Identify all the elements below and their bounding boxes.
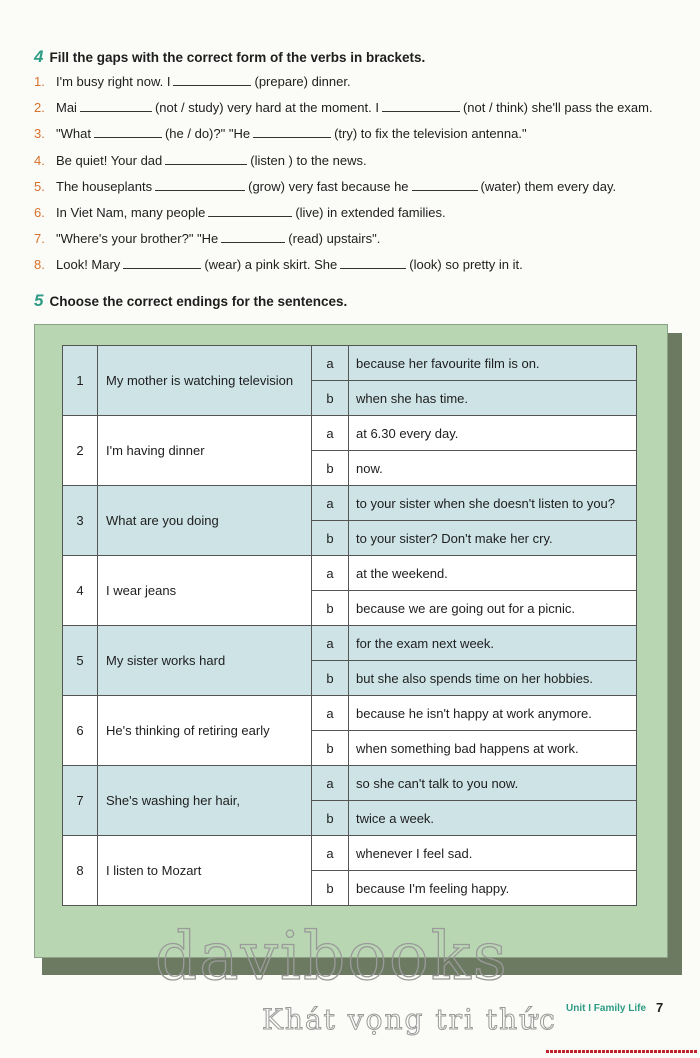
question-line	[34, 151, 674, 177]
answer-blank[interactable]	[253, 125, 331, 138]
decorative-dot	[662, 1050, 665, 1053]
watermark-slogan: Khát vọng tri thức	[262, 1003, 557, 1036]
question-text: (not / think) she'll pass the exam.	[462, 100, 653, 116]
option-letter: a	[312, 626, 349, 661]
question-text: (prepare) dinner.	[254, 74, 351, 89]
matching-row	[63, 836, 637, 871]
sentence-number: 3	[63, 486, 98, 556]
question-text: (not / study) very hard at the moment. I	[154, 100, 379, 116]
ending-option[interactable]: twice a week.	[349, 801, 637, 836]
sentence-number: 5	[63, 626, 98, 696]
answer-blank[interactable]	[382, 99, 460, 112]
question-number: 2.	[34, 100, 45, 116]
decorative-dot	[570, 1050, 573, 1053]
option-letter: b	[312, 591, 349, 626]
ending-option[interactable]: because he isn't happy at work anymore.	[349, 696, 637, 731]
matching-row	[63, 626, 637, 661]
option-letter: b	[312, 381, 349, 416]
decorative-dot	[626, 1050, 629, 1053]
matching-row	[63, 416, 637, 451]
decorative-dot	[686, 1050, 689, 1053]
decorative-dot	[658, 1050, 661, 1053]
matching-row	[63, 346, 637, 381]
answer-blank[interactable]	[155, 178, 245, 191]
question-text: Mai	[56, 100, 77, 116]
decorative-dots	[546, 1040, 700, 1044]
decorative-dot	[590, 1050, 593, 1053]
exercise-5-number: 5	[34, 291, 44, 310]
question-text: (grow) very fast because he	[248, 178, 409, 194]
question-text: (try) to fix the television antenna."	[334, 126, 527, 142]
decorative-dot	[554, 1050, 557, 1053]
exercise-5-heading	[34, 291, 347, 311]
ending-option[interactable]: because I'm feeling happy.	[349, 871, 637, 906]
decorative-dot	[550, 1050, 553, 1053]
question-line	[34, 203, 674, 229]
decorative-dot	[622, 1050, 625, 1053]
ending-option[interactable]: now.	[349, 451, 637, 486]
sentence-number: 6	[63, 696, 98, 766]
sentence-start: I wear jeans	[98, 556, 312, 626]
question-text: (look) so pretty in it.	[409, 257, 523, 273]
exercise-4-instruction: Fill the gaps with the correct form of the verbs in brackets.	[49, 50, 426, 65]
decorative-dot	[562, 1050, 565, 1053]
answer-blank[interactable]	[80, 99, 152, 112]
option-letter: b	[312, 661, 349, 696]
sentence-start: He's thinking of retiring early	[98, 696, 312, 766]
answer-blank[interactable]	[340, 256, 406, 269]
question-text: (he / do)?" "He	[164, 126, 251, 142]
question-text: Be quiet! Your dad	[56, 152, 163, 168]
question-text: (live) in extended families.	[295, 204, 446, 220]
decorative-dot	[594, 1050, 597, 1053]
ending-option[interactable]: but she also spends time on her hobbies.	[349, 661, 637, 696]
sentence-number: 1	[63, 346, 98, 416]
decorative-dot	[682, 1050, 685, 1053]
decorative-dot	[646, 1050, 649, 1053]
matching-row	[63, 486, 637, 521]
ending-option[interactable]: at the weekend.	[349, 556, 637, 591]
answer-blank[interactable]	[173, 73, 251, 86]
ending-option[interactable]: for the exam next week.	[349, 626, 637, 661]
ending-option[interactable]: at 6.30 every day.	[349, 416, 637, 451]
question-number: 7.	[34, 231, 45, 247]
decorative-dot	[670, 1050, 673, 1053]
decorative-dot	[578, 1050, 581, 1053]
option-letter: b	[312, 521, 349, 556]
sentence-start: I'm having dinner	[98, 416, 312, 486]
exercise-5-instruction: Choose the correct endings for the sentences.	[49, 294, 348, 309]
question-text: (read) upstairs".	[288, 231, 381, 247]
answer-blank[interactable]	[412, 178, 478, 191]
decorative-dot	[690, 1050, 693, 1053]
question-line	[34, 98, 674, 124]
sentence-start: She's washing her hair,	[98, 766, 312, 836]
option-letter: a	[312, 696, 349, 731]
decorative-dot	[642, 1050, 645, 1053]
sentence-number: 2	[63, 416, 98, 486]
sentence-number: 4	[63, 556, 98, 626]
question-number: 8.	[34, 257, 45, 273]
decorative-dot	[546, 1050, 549, 1053]
decorative-dot	[586, 1050, 589, 1053]
ending-option[interactable]: so she can't talk to you now.	[349, 766, 637, 801]
matching-row	[63, 556, 637, 591]
option-letter: a	[312, 416, 349, 451]
watermark-brand: davibooks	[155, 918, 509, 995]
decorative-dot	[630, 1050, 633, 1053]
decorative-dot	[574, 1050, 577, 1053]
matching-row	[63, 766, 637, 801]
question-line	[34, 124, 674, 150]
question-text: Look! Mary	[56, 257, 121, 273]
option-letter: a	[312, 556, 349, 591]
decorative-dot	[618, 1050, 621, 1053]
question-text: "Where's your brother?" "He	[56, 231, 219, 247]
decorative-dot	[558, 1050, 561, 1053]
decorative-dot	[666, 1050, 669, 1053]
decorative-dot	[638, 1050, 641, 1053]
answer-blank[interactable]	[165, 152, 247, 165]
decorative-dot	[614, 1050, 617, 1053]
exercise-4-questions	[34, 72, 674, 282]
question-text: (wear) a pink skirt. She	[204, 257, 338, 273]
question-number: 6.	[34, 204, 45, 220]
page-number: 7	[656, 1000, 664, 1015]
exercise-4-heading	[34, 47, 425, 67]
decorative-dot	[606, 1050, 609, 1053]
answer-blank[interactable]	[94, 125, 162, 138]
question-text: I'm busy right now. I	[56, 74, 171, 89]
option-letter: b	[312, 801, 349, 836]
question-text: (water) them every day.	[480, 178, 617, 194]
matching-row	[63, 696, 637, 731]
ending-option[interactable]: when she has time.	[349, 381, 637, 416]
decorative-dot	[674, 1050, 677, 1053]
decorative-dot	[598, 1050, 601, 1053]
question-text: In Viet Nam, many people	[56, 204, 206, 220]
decorative-dot	[650, 1050, 653, 1053]
sentence-start: I listen to Mozart	[98, 836, 312, 906]
matching-table	[62, 345, 637, 906]
decorative-dot	[582, 1050, 585, 1053]
ending-option[interactable]: when something bad happens at work.	[349, 731, 637, 766]
option-letter: b	[312, 451, 349, 486]
decorative-dot	[610, 1050, 613, 1053]
decorative-dot	[654, 1050, 657, 1053]
option-letter: a	[312, 486, 349, 521]
question-number: 1.	[34, 74, 45, 89]
sentence-start: My sister works hard	[98, 626, 312, 696]
question-line	[34, 72, 674, 98]
question-number: 4.	[34, 152, 45, 168]
ending-option[interactable]: to your sister when she doesn't listen to you?	[349, 486, 637, 521]
decorative-dot	[566, 1050, 569, 1053]
decorative-dot	[634, 1050, 637, 1053]
sentence-number: 8	[63, 836, 98, 906]
question-text: "What	[56, 126, 91, 142]
option-letter: a	[312, 836, 349, 871]
decorative-dot	[694, 1050, 697, 1053]
option-letter: b	[312, 731, 349, 766]
sentence-start: What are you doing	[98, 486, 312, 556]
answer-blank[interactable]	[123, 256, 201, 269]
answer-blank[interactable]	[221, 230, 285, 243]
question-line	[34, 255, 674, 281]
answer-blank[interactable]	[208, 204, 292, 217]
question-line	[34, 229, 674, 255]
ending-option[interactable]: because we are going out for a picnic.	[349, 591, 637, 626]
exercise-4-number: 4	[34, 47, 44, 66]
question-number: 3.	[34, 126, 45, 142]
option-letter: a	[312, 346, 349, 381]
decorative-dot	[678, 1050, 681, 1053]
sentence-start: My mother is watching television	[98, 346, 312, 416]
question-number: 5.	[34, 178, 45, 194]
ending-option[interactable]: whenever I feel sad.	[349, 836, 637, 871]
option-letter: b	[312, 871, 349, 906]
question-text: The houseplants	[56, 178, 153, 194]
ending-option[interactable]: because her favourite film is on.	[349, 346, 637, 381]
decorative-dot	[602, 1050, 605, 1053]
question-text: (listen ) to the news.	[250, 152, 367, 168]
ending-option[interactable]: to your sister? Don't make her cry.	[349, 521, 637, 556]
option-letter: a	[312, 766, 349, 801]
sentence-number: 7	[63, 766, 98, 836]
question-line	[34, 177, 674, 203]
footer-unit: Unit I Family Life	[566, 1003, 647, 1014]
